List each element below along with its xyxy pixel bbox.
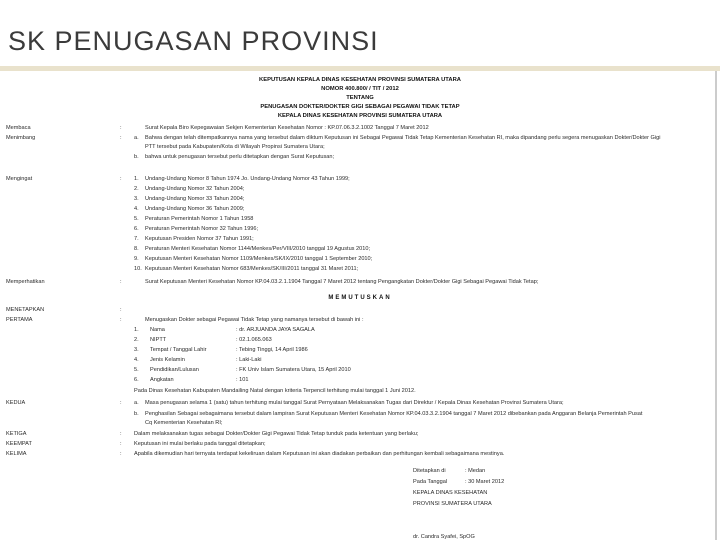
field-name: Nama [150, 327, 165, 333]
memutuskan-heading: MEMUTUSKAN [328, 295, 392, 301]
menetapkan-label: MENETAPKAN [6, 307, 45, 313]
colon: : [120, 317, 122, 323]
signature-title-row [0, 490, 720, 499]
kedua-row [0, 420, 720, 429]
doc-header-line-3: TENTANG [346, 95, 374, 101]
placement-text: Pada Dinas Kesehatan Kabupaten Mandailing Natal dengan kriteria Terpencil terhitung mulai tanggal 1 Juni 2012. [134, 388, 416, 394]
mengingat-row [0, 256, 720, 265]
item-text: Undang-Undang Nomor 8 Tahun 1974 Jo. Undang-Undang Nomor 43 Tahun 1999; [145, 176, 350, 182]
menimbang-row [0, 135, 720, 144]
item-text: bahwa untuk penugasan tersebut perlu ditetapkan dengan Surat Keputusan; [145, 154, 335, 160]
field-name: Angkatan [150, 377, 174, 383]
item-num: 8. [134, 246, 139, 252]
mengingat-row [0, 236, 720, 245]
item-text: Penghasilan Sebagai sebagaimana tersebut dalam lampiran Surat Keputusan Menteri Kesehatan Nomor KP.04.03.3.2.1904 tanggal 7 Maret 2012 dibebankan pada Anggaran Belanja Pemerintah Pusat [145, 411, 643, 417]
memperhatikan-label: Memperhatikan [6, 279, 45, 285]
field-num: 2. [134, 337, 139, 343]
mengingat-row [0, 206, 720, 215]
mengingat-row [0, 216, 720, 225]
pertama-row [0, 317, 720, 326]
membaca-text: Surat Kepala Biro Kepegawaian Sekjen Kementerian Kesehatan Nomor : KP.07.06.3.2.1002 Tanggal 7 Maret 2012 [145, 125, 429, 131]
item-num: a. [134, 135, 139, 141]
doc-header-line-2: NOMOR 400.800/ / TIT / 2012 [321, 86, 399, 92]
item-num: b. [134, 411, 139, 417]
mengingat-row [0, 246, 720, 255]
item-text: Bahwa dengan telah ditempatkannya nama yang tersebut dalam diktum Keputusan ini Sebagai Pegawai Tidak Tetap Kementerian Kesehatan RI, maka dipandang perlu segera menugaskan Dokter/Dokter Gigi [145, 135, 661, 141]
mengingat-row [0, 266, 720, 275]
keempat-row [0, 441, 720, 450]
colon: : [120, 176, 122, 182]
doc-header-line-5: KEPALA DINAS KESEHATAN PROVINSI SUMATERA UTARA [277, 113, 443, 119]
item-num: 3. [134, 196, 139, 202]
colon: : [120, 441, 122, 447]
slide-title: SK PENUGASAN PROVINSI [8, 26, 379, 56]
placement-row [0, 388, 720, 397]
colon: : [120, 307, 122, 313]
item-text: Undang-Undang Nomor 32 Tahun 2004; [145, 186, 245, 192]
field-value: : FK Univ Islam Sumatera Utara, 15 April 2010 [236, 367, 351, 373]
item-num: 5. [134, 216, 139, 222]
item-text: Cq Kementerian Kesehatan RI; [145, 420, 223, 426]
field-row [0, 367, 720, 376]
mengingat-row [0, 186, 720, 195]
item-text: Masa penugasan selama 1 (satu) tahun terhitung mulai tanggal Surat Pernyataan Melaksanakan Tugas dari Direktur / Kepala Dinas Kesehatan Provinsi Sumatera Utara; [145, 400, 564, 406]
membaca-row [0, 125, 720, 134]
field-row [0, 377, 720, 386]
field-row [0, 327, 720, 336]
item-text: Keputusan Menteri Kesehatan Nomor 683/Menkes/SK/III/2011 tanggal 31 Maret 2011; [145, 266, 359, 272]
field-row [0, 357, 720, 366]
field-row [0, 337, 720, 346]
signature-place-label: Ditetapkan di [413, 468, 446, 474]
item-num: b. [134, 154, 139, 160]
item-num: 7. [134, 236, 139, 242]
menimbang-row [0, 154, 720, 163]
item-text: PTT tersebut pada Kabupaten/Kota di Wilayah Propinsi Sumatera Utara; [145, 144, 325, 150]
memperhatikan-text: Surat Keputusan Menteri Kesehatan Nomor KP.04.03.2.1.1904 Tanggal 7 Maret 2012 tentang Pengangkatan Dokter/Dokter Gigi Sebagai Pegawai Tidak Tetap; [145, 279, 539, 285]
item-text: Undang-Undang Nomor 36 Tahun 2009; [145, 206, 245, 212]
field-row [0, 347, 720, 356]
kelima-row [0, 451, 720, 460]
field-name: Tempat / Tanggal Lahir [150, 347, 207, 353]
item-text: Keputusan Menteri Kesehatan Nomor 1109/Menkes/SK/IX/2010 tanggal 1 September 2010; [145, 256, 373, 262]
item-text: Keputusan Presiden Nomor 37 Tahun 1991; [145, 236, 254, 242]
keempat-label: KEEMPAT [6, 441, 32, 447]
signature-place-row [0, 468, 720, 477]
kedua-label: KEDUA [6, 400, 26, 406]
signature-date-row [0, 479, 720, 488]
item-num: 4. [134, 206, 139, 212]
menetapkan-row [0, 307, 720, 316]
item-num: 2. [134, 186, 139, 192]
field-value: : Tebing Tinggi, 14 April 1986 [236, 347, 308, 353]
field-value: : Laki-Laki [236, 357, 262, 363]
ketiga-text: Dalam melaksanakan tugas sebagai Dokter/Dokter Gigi Pegawai Tidak Tetap tunduk pada ketentuan yang berlaku; [134, 431, 419, 437]
document-edge [715, 71, 717, 540]
item-num: 1. [134, 176, 139, 182]
kelima-label: KELIMA [6, 451, 27, 457]
field-num: 6. [134, 377, 139, 383]
kedua-row [0, 400, 720, 409]
colon: : [120, 125, 122, 131]
signature-place: : Medan [465, 468, 486, 474]
signature-date: : 30 Maret 2012 [465, 479, 505, 485]
item-num: 6. [134, 226, 139, 232]
field-num: 4. [134, 357, 139, 363]
colon: : [120, 279, 122, 285]
mengingat-label: Mengingat [6, 176, 33, 182]
ketiga-row [0, 431, 720, 440]
colon: : [120, 431, 122, 437]
item-num: 9. [134, 256, 139, 262]
item-text: Peraturan Menteri Kesehatan Nomor 1144/Menkes/Per/VIII/2010 tanggal 19 Agustus 2010; [145, 246, 371, 252]
mengingat-row [0, 176, 720, 185]
field-num: 1. [134, 327, 139, 333]
item-text: Peraturan Pemerintah Nomor 1 Tahun 1958 [145, 216, 254, 222]
memperhatikan-row [0, 279, 720, 288]
menimbang-label: Menimbang [6, 135, 36, 141]
item-num: a. [134, 400, 139, 406]
menimbang-row [0, 144, 720, 153]
pertama-label: PERTAMA [6, 317, 33, 323]
signature-name-row [0, 534, 720, 540]
item-text: Peraturan Pemerintah Nomor 32 Tahun 1996; [145, 226, 259, 232]
field-value: : 101 [236, 377, 249, 383]
signature-title-row [0, 501, 720, 510]
field-name: NIPTT [150, 337, 167, 343]
signature-date-label: Pada Tanggal [413, 479, 448, 485]
keempat-text: Keputusan ini mulai berlaku pada tanggal ditetapkan; [134, 441, 266, 447]
doc-header-line-4: PENUGASAN DOKTER/DOKTER GIGI SEBAGAI PEGAWAI TIDAK TETAP [260, 104, 460, 110]
field-num: 3. [134, 347, 139, 353]
colon: : [120, 451, 122, 457]
signature-title-2: PROVINSI SUMATERA UTARA [413, 501, 492, 507]
mengingat-row [0, 196, 720, 205]
membaca-label: Membaca [6, 125, 31, 131]
mengingat-row [0, 226, 720, 235]
field-name: Pendidikan/Lulusan [150, 367, 199, 373]
field-value: : dr. ARJUANDA JAYA SAGALA [236, 327, 315, 333]
field-name: Jenis Kelamin [150, 357, 185, 363]
signature-title-1: KEPALA DINAS KESEHATAN [413, 490, 488, 496]
field-num: 5. [134, 367, 139, 373]
pertama-intro: Menugaskan Dokter sebagai Pegawai Tidak Tetap yang namanya tersebut di bawah ini : [145, 317, 364, 323]
ketiga-label: KETIGA [6, 431, 27, 437]
kedua-row [0, 411, 720, 420]
item-text: Undang-Undang Nomor 33 Tahun 2004; [145, 196, 245, 202]
document-scan [0, 71, 720, 540]
signature-name: dr. Candra Syafei, SpOG [413, 534, 475, 540]
item-num: 10. [134, 266, 142, 272]
colon: : [120, 135, 122, 141]
doc-header-line-1: KEPUTUSAN KEPALA DINAS KESEHATAN PROVINSI SUMATERA UTARA [259, 77, 461, 83]
colon: : [120, 400, 122, 406]
kelima-text: Apabila dikemudian hari ternyata terdapat kekeliruan dalam Keputusan ini akan diadakan perbaikan dan perhitungan kembali sebagaimana mestinya. [134, 451, 505, 457]
field-value: : 02.1.065.063 [236, 337, 272, 343]
